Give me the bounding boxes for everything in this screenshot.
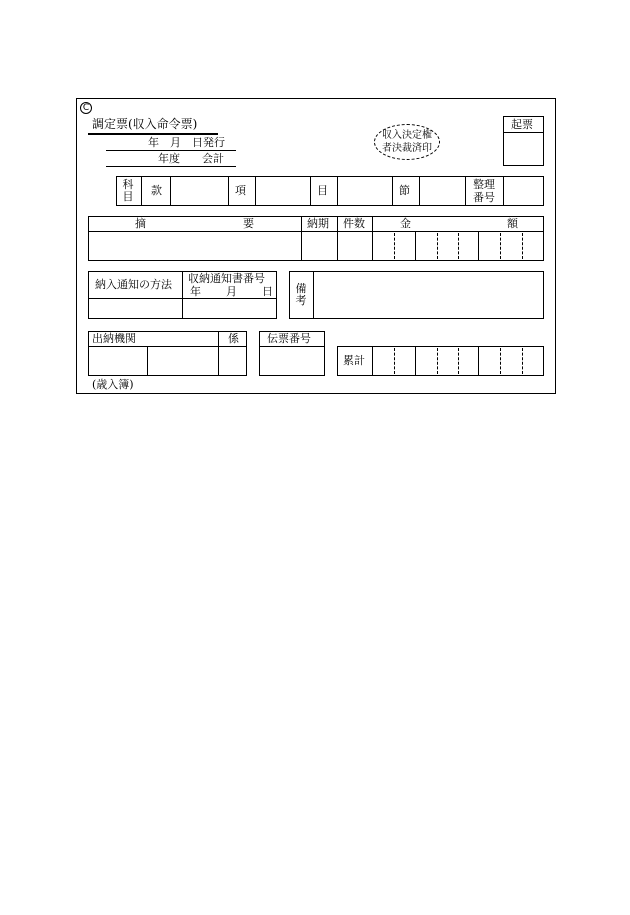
- ruikei-div-2: [415, 346, 416, 376]
- ruikei-box: [337, 346, 544, 376]
- notice-method-label: 納入通知の方法: [95, 278, 172, 291]
- approval-stamp-area: [374, 124, 440, 160]
- kensu-label: 件数: [343, 217, 365, 230]
- ruikei-div-1: [372, 346, 373, 376]
- kihyo-divider: [503, 132, 544, 133]
- ruikei-dash-2: [437, 348, 438, 374]
- summary-div-5: [478, 231, 479, 261]
- summary-div-3: [372, 216, 373, 261]
- suitou-divider-v2: [218, 331, 219, 376]
- biko-divider: [313, 271, 314, 319]
- kakari-label: 係: [228, 332, 239, 345]
- account-div-3: [228, 176, 229, 206]
- notice-date-hi: 日: [262, 285, 273, 298]
- summary-dash-2: [437, 233, 438, 259]
- kin-label: 金: [400, 217, 411, 230]
- summary-dash-3: [458, 233, 459, 259]
- account-div-6: [337, 176, 338, 206]
- copyright-mark: C: [80, 102, 92, 114]
- account-div-7: [392, 176, 393, 206]
- account-div-4: [255, 176, 256, 206]
- account-div-2: [170, 176, 171, 206]
- account-div-1: [141, 176, 142, 206]
- summary-div-4: [415, 231, 416, 261]
- biko-box: [289, 271, 544, 319]
- kou-label: 項: [235, 184, 246, 197]
- ruikei-div-3: [478, 346, 479, 376]
- ruikei-label: 累計: [343, 354, 365, 367]
- suitou-divider-v1: [147, 346, 148, 376]
- account-div-10: [503, 176, 504, 206]
- denpyo-divider: [259, 346, 325, 347]
- teki-label: 摘: [135, 217, 146, 230]
- issue-underline: [106, 150, 236, 151]
- kihyo-label: 起票: [511, 118, 533, 131]
- fiscal-underline: [106, 166, 236, 167]
- notice-date-nen: 年: [190, 285, 201, 298]
- fiscal-year-line: 年度 会計: [158, 152, 224, 165]
- kan-label: 款: [151, 184, 162, 197]
- suitou-label: 出納機関: [92, 332, 136, 345]
- title-underline: [88, 133, 218, 135]
- summary-header-line: [88, 231, 544, 232]
- notice-divider-v: [182, 271, 183, 319]
- summary-dash-4: [500, 233, 501, 259]
- summary-div-1: [301, 216, 302, 261]
- setsu-label: 節: [399, 184, 410, 197]
- gaku-label: 額: [507, 217, 518, 230]
- ruikei-dash-3: [458, 348, 459, 374]
- notice-date-tsuki: 月: [226, 285, 237, 298]
- ruikei-dash-4: [500, 348, 501, 374]
- biko-label: 備考: [295, 282, 307, 307]
- notice-number-label: 収納通知書番号: [188, 272, 265, 285]
- you-label: 要: [243, 217, 254, 230]
- ruikei-dash-1: [394, 348, 395, 374]
- moku-label: 目: [317, 184, 328, 197]
- account-div-5: [310, 176, 311, 206]
- nouki-label: 納期: [307, 217, 329, 230]
- kamoku-label: 科目: [122, 178, 134, 203]
- stamp-text-1: 収入決定権: [382, 130, 432, 141]
- suitou-divider-h: [88, 346, 247, 347]
- ruikei-dash-5: [522, 348, 523, 374]
- summary-dash-1: [394, 233, 395, 259]
- account-div-9: [465, 176, 466, 206]
- seiri-label-1: 整理: [473, 178, 495, 191]
- denpyo-label: 伝票番号: [267, 332, 311, 345]
- summary-div-2: [337, 216, 338, 261]
- footer-label: (歳入簿): [92, 378, 134, 391]
- stamp-text-2: 者決裁済印: [382, 143, 432, 154]
- issue-date-line: 年 月 日発行: [148, 136, 225, 149]
- form-title: 調定票(収入命令票): [92, 117, 198, 131]
- summary-dash-5: [522, 233, 523, 259]
- seiri-label-2: 番号: [473, 191, 495, 204]
- account-div-8: [419, 176, 420, 206]
